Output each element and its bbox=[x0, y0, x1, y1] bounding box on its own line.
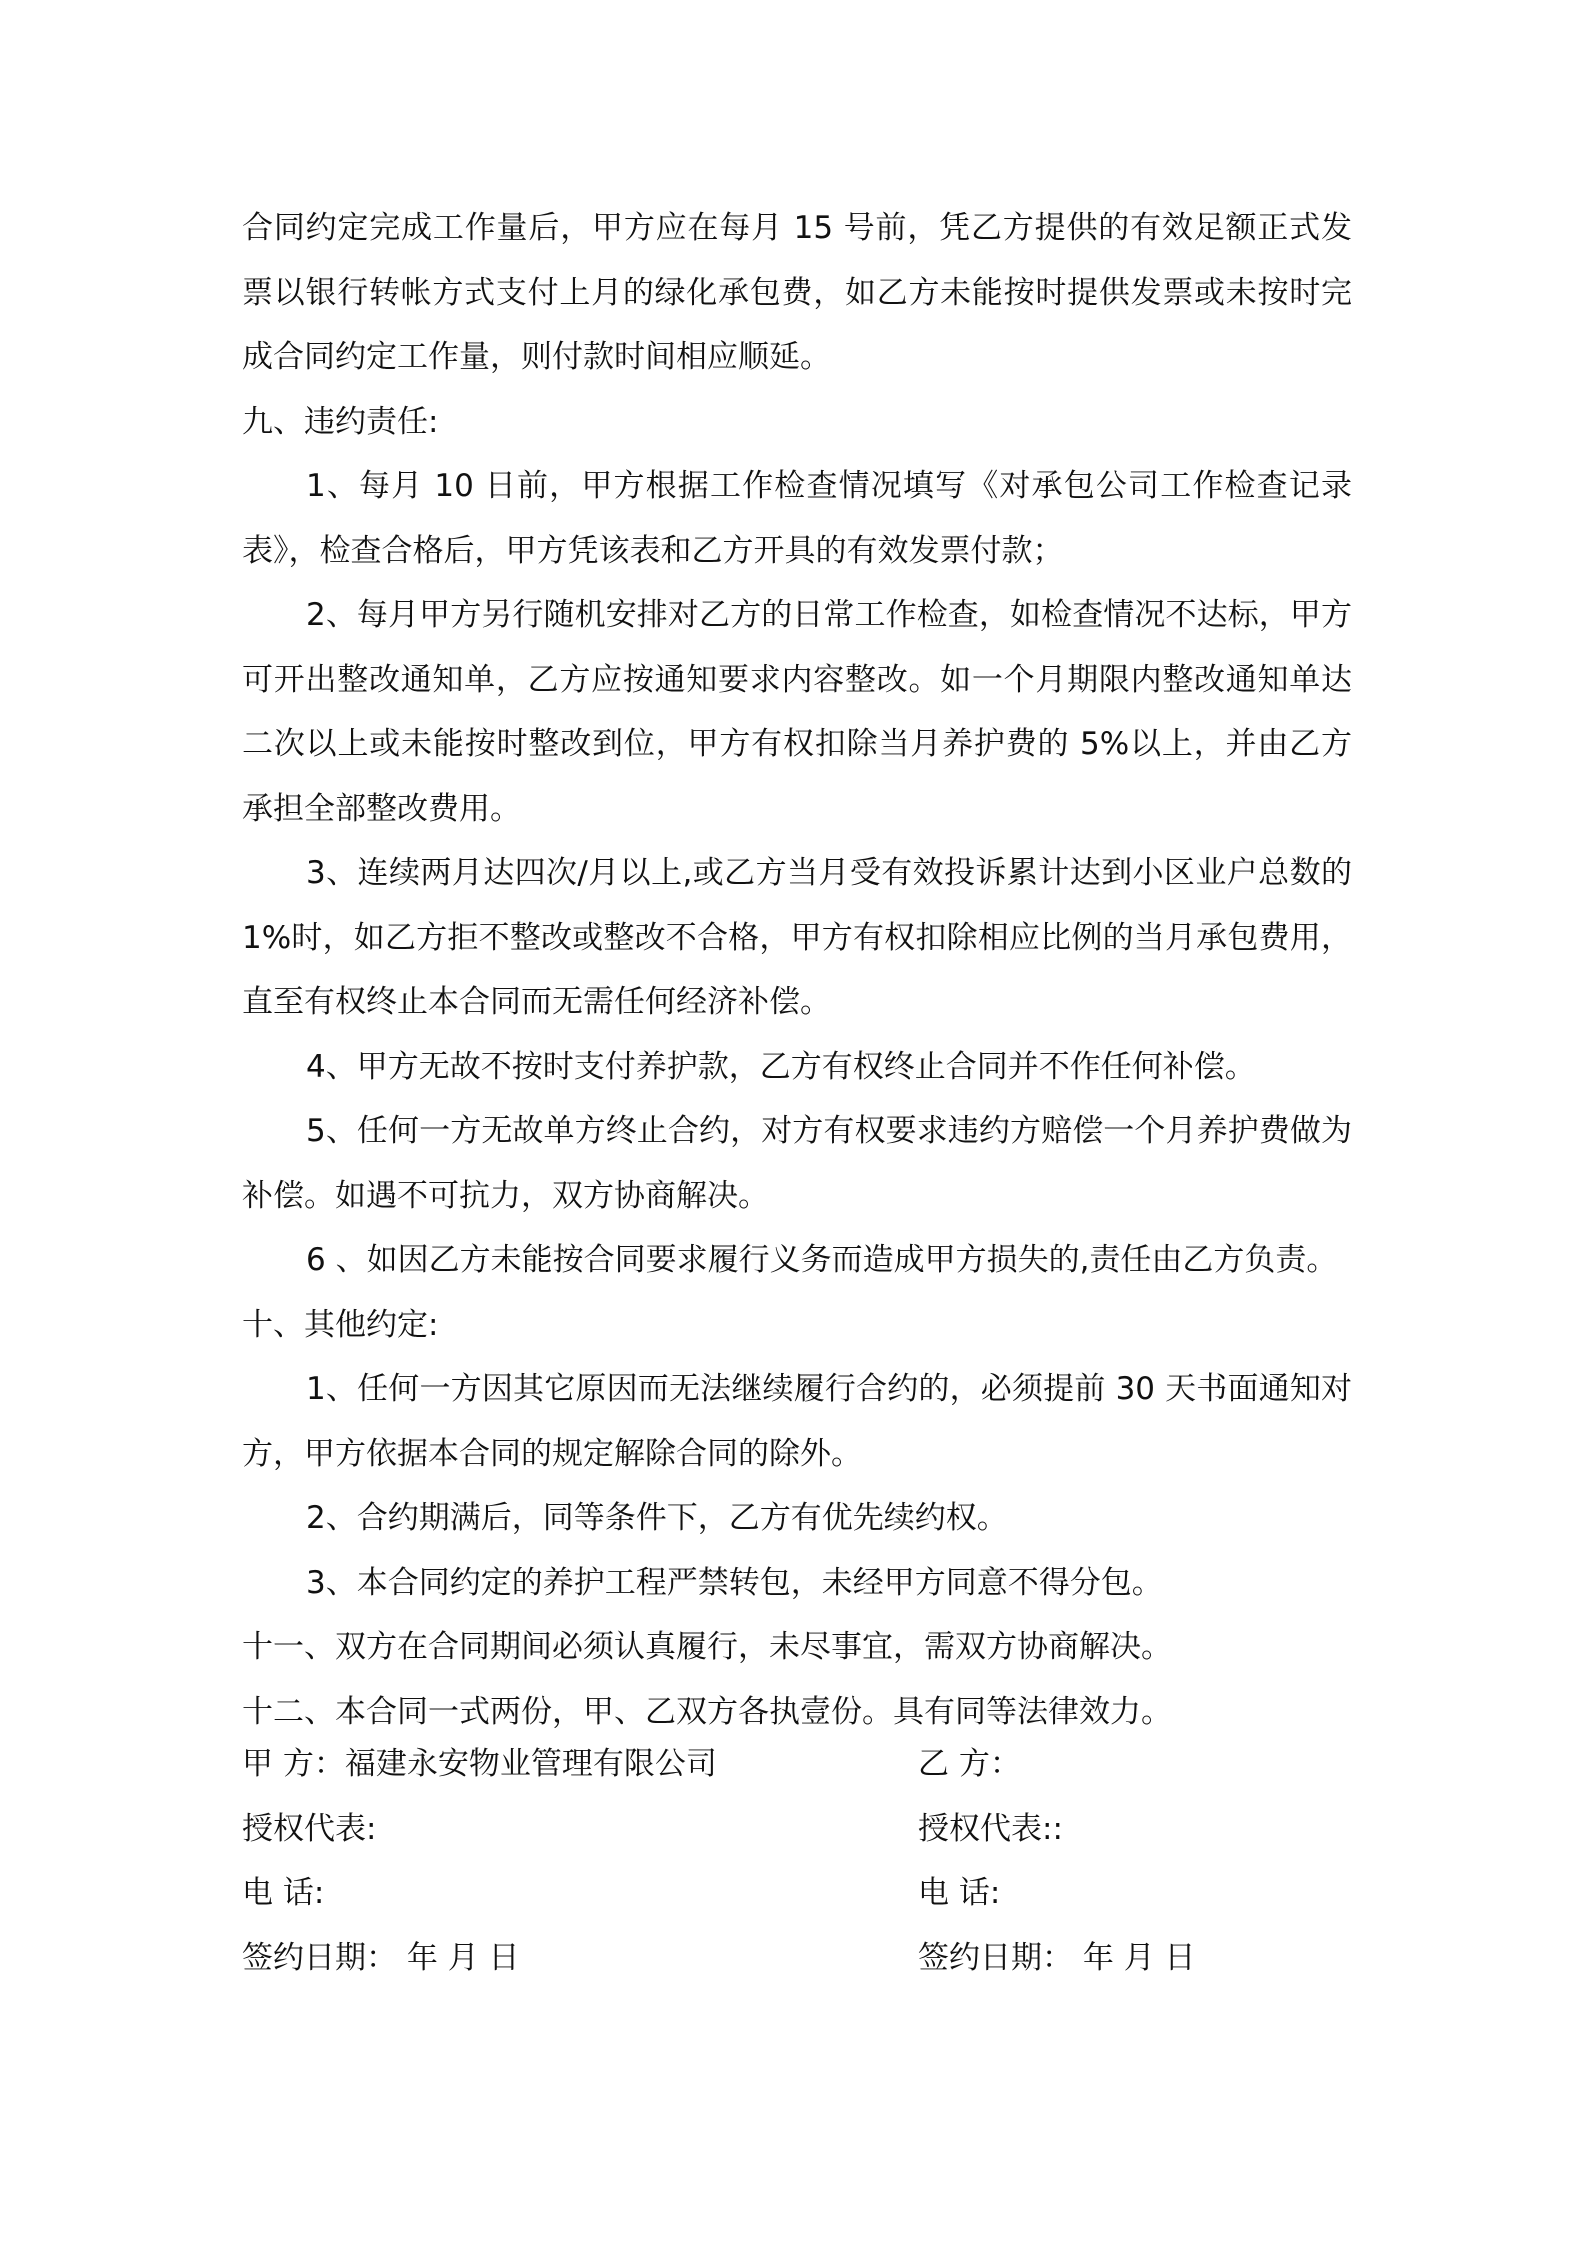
clause-9-4: 4、甲方无故不按时支付养护款，乙方有权终止合同并不作任何补偿。 bbox=[306, 1048, 1256, 1085]
party-a-representative: 授权代表: bbox=[242, 1810, 377, 1847]
clause-10-3: 3、本合同约定的养护工程严禁转包，未经甲方同意不得分包。 bbox=[306, 1564, 1163, 1601]
clause-9-1: 1、每月 10 日前，甲方根据工作检查情况填写《对承包公司工作检查记录表》，检查合格后，甲方凭该表和乙方开具的有效发票付款； bbox=[242, 468, 1352, 569]
party-b-name: 乙 方： bbox=[918, 1746, 1021, 1782]
clause-9-2: 2、每月甲方另行随机安排对乙方的日常工作检查，如检查情况不达标，甲方可开出整改通知单，乙方应按通知要求内容整改。如一个月期限内整改通知单达二次以上或未能按时整改到位，甲方有权扣除当月养护费的 5%以上，并由乙方承担全部整改费用。 bbox=[242, 597, 1352, 827]
party-b-sign-date: 签约日期： 年 月 日 bbox=[918, 1939, 1196, 1976]
section-11: 十一、双方在合同期间必须认真履行，未尽事宜，需双方协商解决。 bbox=[242, 1629, 1172, 1665]
clause-10-1: 1、任何一方因其它原因而无法继续履行合约的，必须提前 30 天书面通知对方，甲方依据本合同的规定解除合同的除外。 bbox=[242, 1371, 1352, 1472]
signature-block bbox=[242, 1732, 1352, 1990]
section-heading-breach: 九、违约责任: bbox=[242, 403, 439, 440]
contract-body bbox=[242, 196, 1352, 1744]
party-a-name: 甲 方：福建永安物业管理有限公司 bbox=[242, 1746, 717, 1782]
section-heading-other: 十、其他约定: bbox=[242, 1306, 439, 1343]
clause-9-3: 3、连续两月达四次/月以上,或乙方当月受有效投诉累计达到小区业户总数的 1%时，如乙方拒不整改或整改不合格，甲方有权扣除相应比例的当月承包费用，直至有权终止本合同而无需任何经济补偿。 bbox=[242, 855, 1352, 1020]
party-a-phone: 电 话: bbox=[242, 1875, 325, 1911]
party-a-sign-date: 签约日期： 年 月 日 bbox=[242, 1939, 520, 1976]
clause-9-5: 5、任何一方无故单方终止合约，对方有权要求违约方赔偿一个月养护费做为补偿。如遇不可抗力，双方协商解决。 bbox=[242, 1113, 1352, 1214]
clause-10-2: 2、合约期满后，同等条件下，乙方有优先续约权。 bbox=[306, 1500, 1008, 1536]
section-12: 十二、本合同一式两份，甲、乙双方各执壹份。具有同等法律效力。 bbox=[242, 1693, 1172, 1730]
signature-row-rep bbox=[242, 1797, 1352, 1862]
signature-row-phone bbox=[242, 1861, 1352, 1926]
party-b-phone: 电 话: bbox=[918, 1875, 1001, 1911]
clause-9-6: 6 、如因乙方未能按合同要求履行义务而造成甲方损失的,责任由乙方负责。 bbox=[306, 1242, 1338, 1278]
party-b-representative: 授权代表:: bbox=[918, 1810, 1063, 1847]
signature-row-date bbox=[242, 1926, 1352, 1991]
paragraph-payment-terms: 合同约定完成工作量后，甲方应在每月 15 号前，凭乙方提供的有效足额正式发票以银行转帐方式支付上月的绿化承包费，如乙方未能按时提供发票或未按时完成合同约定工作量，则付款时间相应顺延。 bbox=[242, 210, 1352, 375]
signature-row-party bbox=[242, 1732, 1352, 1797]
